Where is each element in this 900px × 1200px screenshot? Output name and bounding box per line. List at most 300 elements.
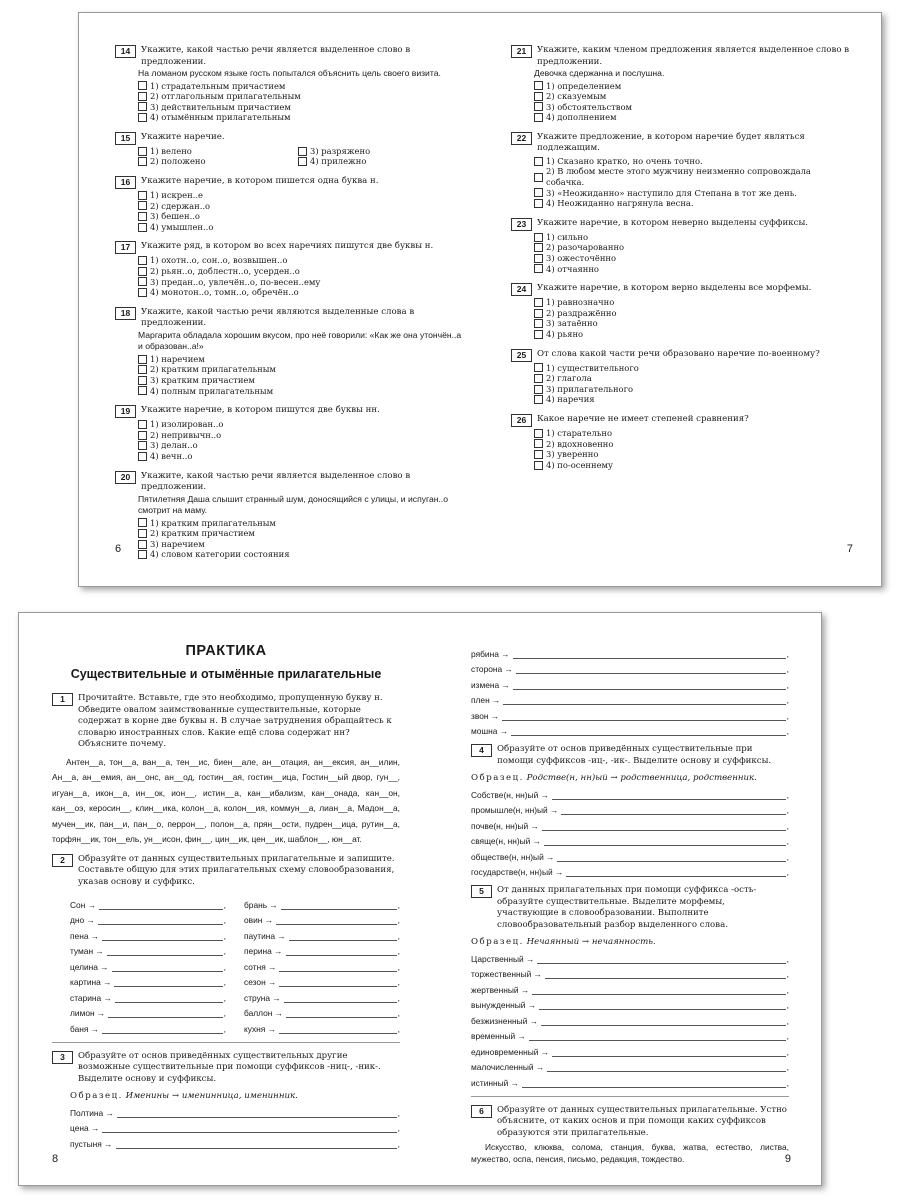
question-text: Укажите наречие, в котором пишется одна буква н. (141, 176, 379, 187)
answer-checkbox[interactable] (534, 330, 543, 339)
question-header (511, 218, 851, 231)
fill-in-word: дно → (70, 915, 95, 925)
answer-blank-line[interactable] (541, 1014, 786, 1026)
answer-option[interactable] (138, 277, 463, 288)
fill-in-line (471, 948, 789, 964)
answer-option[interactable] (138, 440, 463, 451)
question-header (115, 132, 463, 145)
answer-blank-line[interactable] (545, 967, 786, 979)
answer-option[interactable] (298, 146, 458, 157)
question-14 (115, 45, 463, 123)
answer-option-label: 2) глагола (546, 373, 592, 384)
page-9-column (471, 643, 789, 1165)
answer-checkbox[interactable] (138, 157, 147, 166)
answer-option-label: 3) разряжено (310, 145, 371, 156)
answer-checkbox[interactable] (534, 429, 543, 438)
answer-option[interactable] (534, 297, 851, 308)
answer-checkbox[interactable] (534, 395, 543, 404)
question-number: 25 (511, 349, 532, 362)
answer-option[interactable] (534, 232, 851, 243)
fill-in-word: кухня → (244, 1023, 276, 1034)
answer-options (534, 297, 851, 339)
answer-blank-line[interactable] (108, 1006, 222, 1018)
answer-blank-line[interactable] (552, 1045, 786, 1057)
exercise-number: 2 (52, 854, 73, 867)
fill-in-line (244, 894, 400, 910)
answer-checkbox[interactable] (534, 374, 543, 383)
answer-checkbox[interactable] (138, 518, 147, 527)
line-end: , (397, 1138, 400, 1149)
answer-blank-line[interactable] (117, 1106, 397, 1118)
question-number: 23 (511, 218, 532, 231)
fill-in-word: промышле(н, нн)ый → (471, 805, 559, 815)
question-header (115, 405, 463, 418)
fill-in-line (70, 1018, 226, 1034)
line-end: , (786, 1077, 789, 1088)
line-end: , (786, 851, 789, 862)
answer-option[interactable] (534, 460, 851, 471)
answer-option[interactable] (298, 156, 458, 167)
answer-blank-line[interactable] (552, 788, 786, 800)
answer-checkbox[interactable] (534, 385, 543, 394)
answer-option[interactable] (138, 549, 463, 560)
fill-in-line (70, 1133, 400, 1149)
answer-option-label: 4) словом категории состояния (150, 549, 290, 560)
answer-checkbox[interactable] (138, 212, 147, 221)
exercise-text: Образуйте от данных существительных прилагательные. Устно объясните, от каких основ и при помощи каких суффиксов образуются эти прилагательные. (497, 1104, 787, 1138)
exercise-2 (52, 854, 400, 1034)
fill-in-word: безжизненный → (471, 1015, 539, 1026)
answer-option-label: 2) разочарованно (546, 242, 625, 253)
answer-blank-line[interactable] (529, 1029, 786, 1041)
line-end: , (223, 992, 226, 1003)
answer-checkbox[interactable] (138, 452, 147, 461)
answer-option-label: 4) рьяно (546, 329, 584, 339)
answer-checkbox[interactable] (138, 529, 147, 538)
line-end: , (786, 648, 789, 659)
fill-in-word: истинный → (471, 1077, 520, 1088)
answer-option[interactable] (138, 112, 463, 123)
answer-option-label: 3) прилагательного (546, 383, 634, 394)
answer-option[interactable] (138, 222, 463, 233)
answer-checkbox[interactable] (534, 243, 543, 252)
exercise-5 (471, 885, 789, 1088)
answer-blank-line[interactable] (276, 913, 397, 925)
answer-checkbox[interactable] (138, 267, 147, 276)
fill-in-line (70, 987, 226, 1003)
answer-checkbox[interactable] (534, 319, 543, 328)
exercise-text: Прочитайте. Вставьте, где это необходимо, пропущенную букву н. Обведите овалом заимствованные существительные, которые содержат в корне две буквы н. В случае затруднения обращайтесь к словарю иностранных слов. Какие ещё слова содержат нн? Объясните почему. (78, 693, 392, 749)
line-end: , (786, 664, 789, 674)
answer-option[interactable] (138, 211, 463, 222)
answer-option[interactable] (138, 364, 463, 375)
answer-option-label: 1) искрен..е (150, 190, 203, 201)
fill-in-line (244, 925, 400, 941)
answer-option[interactable] (534, 112, 851, 123)
line-end: , (223, 899, 226, 910)
sample-text: Родстве(н, нн)ый → родственница, родственник. (526, 773, 757, 783)
answer-option[interactable] (534, 363, 851, 374)
answer-checkbox[interactable] (534, 199, 543, 208)
answer-option[interactable] (138, 91, 463, 102)
fill-in-word: целина → (70, 961, 109, 972)
fill-in-line (70, 910, 226, 926)
exercise-words: Антен__а, тон__а, ван__а, тен__ис, биен__але, ан__отация, ан__ексия, ан__илин, Ан__а, ан__емия, ан__онс, ан__од, гостин__ая, гостин__ица, Гостин__ый двор, гун__, игуан__а, икон__а, ин__ок, ион__, истин__а, кан__ибализм, кан__онада, кан__он, кан__оэ, керосин__, клин__ика, колон__а, колон__ия, коммун__а, лиан__а, Мадон__а, мучен__ик, пан__и, пан__о, перрон__, полон__а, прян__ости, пудрен__ица, рутин__а, торфян__ик, тон__ель, ун__исон, фин__, цин__ик, цен__ик, шаблон__, юн__ат. (52, 756, 400, 844)
answer-blank-line[interactable] (114, 975, 222, 987)
answer-checkbox[interactable] (138, 386, 147, 395)
fill-in-line (471, 995, 789, 1011)
question-23 (511, 218, 851, 274)
answer-blank-line[interactable] (511, 724, 786, 736)
line-end: , (786, 984, 789, 995)
fill-in-line (70, 956, 226, 972)
fill-in-line (471, 846, 789, 862)
answer-checkbox[interactable] (298, 147, 307, 156)
answer-checkbox[interactable] (534, 188, 543, 197)
line-end: , (223, 946, 226, 956)
answer-checkbox[interactable] (534, 254, 543, 263)
question-text: Укажите ряд, в котором во всех наречиях пишутся две буквы н. (141, 241, 434, 252)
exercise-1 (52, 693, 400, 848)
answer-blank-line[interactable] (516, 662, 786, 674)
answer-checkbox[interactable] (138, 256, 147, 265)
line-end: , (397, 946, 400, 956)
answer-blank-line[interactable] (513, 647, 786, 659)
section-title: ПРАКТИКА (185, 643, 267, 659)
fill-in-line (471, 831, 789, 847)
answer-option-label: 4) умышлен..о (150, 221, 214, 232)
answer-options (534, 81, 851, 123)
answer-option-label: 2) сдержан..о (150, 200, 211, 211)
answer-option[interactable] (138, 451, 463, 462)
fill-in-word: перина → (244, 946, 283, 956)
answer-blank-line[interactable] (557, 850, 785, 862)
line-end: , (223, 930, 226, 941)
answer-blank-line[interactable] (98, 913, 223, 925)
answer-option-label: 3) предан..о, увлечён..о, по-весен..ему (150, 276, 321, 287)
line-end: , (786, 969, 789, 979)
answer-option[interactable] (534, 81, 851, 92)
answer-checkbox[interactable] (534, 173, 543, 182)
answer-options (534, 363, 851, 405)
answer-option-label: 2) сказуемым (546, 91, 607, 102)
question-26 (511, 414, 851, 470)
answer-option[interactable] (138, 81, 463, 92)
answer-option[interactable] (138, 518, 463, 529)
answer-option[interactable] (138, 266, 463, 277)
answer-checkbox[interactable] (138, 288, 147, 297)
answer-option-label: 1) наречием (150, 353, 205, 364)
answer-option[interactable] (534, 242, 851, 253)
page-number: 8 (52, 1153, 59, 1165)
question-17 (115, 241, 463, 297)
question-24 (511, 283, 851, 339)
question-number: 24 (511, 283, 532, 296)
answer-option-label: 3) уверенно (546, 449, 599, 460)
sample-label: Образец. (70, 1091, 123, 1101)
answer-option[interactable] (138, 539, 463, 550)
answer-options (138, 146, 463, 167)
question-text: Укажите наречие, в котором пишутся две буквы нн. (141, 405, 380, 416)
fill-in-line (244, 1003, 400, 1019)
answer-blank-line[interactable] (112, 960, 223, 972)
book-spread-top (78, 12, 882, 587)
answer-checkbox[interactable] (138, 355, 147, 364)
answer-blank-line[interactable] (544, 834, 786, 846)
answer-checkbox[interactable] (138, 365, 147, 374)
answer-option-label: 2) непривычн..о (150, 429, 222, 440)
answer-blank-line[interactable] (107, 944, 223, 956)
answer-blank-line[interactable] (547, 1060, 785, 1072)
exercise-4 (471, 744, 789, 877)
answer-checkbox[interactable] (138, 191, 147, 200)
answer-checkbox[interactable] (138, 277, 147, 286)
answer-option[interactable] (534, 188, 851, 199)
answer-option[interactable] (138, 156, 298, 167)
fill-in-line (471, 674, 789, 690)
question-number: 16 (115, 176, 136, 189)
question-21 (511, 45, 851, 123)
answer-checkbox[interactable] (534, 461, 543, 470)
fill-in-word: государстве(н, нн)ый → (471, 867, 564, 877)
answer-option-label: 4) монотон..о, томн..о, обречён..о (150, 287, 299, 298)
fill-in-line (70, 925, 226, 941)
answer-option-label: 2) раздражённо (546, 307, 617, 318)
answer-blank-line[interactable] (502, 709, 785, 721)
answer-option-label: 3) затаённо (546, 318, 598, 329)
answer-checkbox[interactable] (138, 431, 147, 440)
fill-in-word: лимон → (70, 1008, 106, 1018)
question-text: Укажите наречие. (141, 131, 225, 142)
answer-checkbox[interactable] (534, 363, 543, 372)
divider (471, 1096, 789, 1097)
answer-option-label: 3) бешен..о (150, 211, 200, 222)
fill-in-word: Собстве(н, нн)ый → (471, 789, 549, 800)
answer-option[interactable] (138, 255, 463, 266)
answer-blank-line[interactable] (503, 693, 785, 705)
answer-option-label: 4) полным прилагательным (150, 385, 274, 396)
answer-checkbox[interactable] (534, 309, 543, 318)
page-7-column (511, 45, 851, 479)
line-end: , (786, 1015, 789, 1026)
answer-option[interactable] (138, 287, 463, 298)
answer-blank-line[interactable] (116, 1137, 397, 1149)
answer-checkbox[interactable] (534, 113, 543, 122)
question-18 (115, 307, 463, 396)
answer-option[interactable] (534, 384, 851, 395)
answer-option-label: 1) Сказано кратко, но очень точно. (546, 155, 703, 166)
answer-blank-line[interactable] (102, 1121, 396, 1133)
answer-option[interactable] (534, 329, 851, 340)
line-end: , (223, 977, 226, 987)
fill-in-line (244, 987, 400, 1003)
fill-in-word: цена → (70, 1123, 100, 1133)
question-header (115, 176, 463, 189)
fill-in-line (244, 956, 400, 972)
question-text: Укажите наречие, в котором верно выделены все морфемы. (537, 283, 812, 294)
answer-option[interactable] (534, 166, 851, 187)
answer-blank-line[interactable] (286, 944, 397, 956)
answer-blank-line[interactable] (539, 998, 785, 1010)
answer-option[interactable] (534, 439, 851, 450)
answer-option-label: 3) ожесточённо (546, 253, 617, 264)
fill-in-line (471, 1041, 789, 1057)
fill-in-line (70, 894, 226, 910)
answer-checkbox[interactable] (534, 81, 543, 90)
answer-option-label: 1) определением (546, 80, 622, 91)
answer-option[interactable] (534, 156, 851, 167)
fill-in-word: сторона → (471, 664, 513, 674)
answer-option[interactable] (534, 428, 851, 439)
answer-blank-line[interactable] (102, 1022, 223, 1034)
question-header (115, 45, 463, 68)
answer-blank-line[interactable] (532, 983, 785, 995)
answer-checkbox[interactable] (138, 201, 147, 210)
answer-checkbox[interactable] (534, 92, 543, 101)
page-6-column (115, 45, 463, 569)
answer-blank-line[interactable] (115, 991, 223, 1003)
answer-option[interactable] (138, 354, 463, 365)
answer-option-label: 1) изолирован..о (150, 419, 224, 430)
question-header (115, 471, 463, 494)
question-19 (115, 405, 463, 461)
question-text: Какое наречие не имеет степеней сравнения? (537, 413, 749, 424)
answer-option[interactable] (534, 394, 851, 405)
line-end: , (397, 930, 400, 941)
answer-option-label: 3) обстоятельством (546, 101, 633, 112)
fill-in-line (471, 659, 789, 675)
answer-checkbox[interactable] (298, 157, 307, 166)
answer-checkbox[interactable] (534, 439, 543, 448)
answer-checkbox[interactable] (534, 102, 543, 111)
page-8-column (52, 643, 400, 1149)
fill-in-word: звон → (471, 710, 500, 721)
fill-in-word: измена → (471, 679, 510, 690)
answer-checkbox[interactable] (138, 81, 147, 90)
sample (471, 936, 789, 948)
line-end: , (786, 836, 789, 846)
answer-option-label: 2) кратким прилагательным (150, 364, 276, 375)
answer-option[interactable] (534, 91, 851, 102)
exercise-3 (52, 1051, 400, 1149)
answer-option[interactable] (138, 430, 463, 441)
answer-checkbox[interactable] (138, 223, 147, 232)
answer-checkbox[interactable] (138, 550, 147, 559)
answer-checkbox[interactable] (534, 450, 543, 459)
answer-blank-line[interactable] (289, 929, 397, 941)
answer-blank-line[interactable] (542, 819, 786, 831)
answer-blank-line[interactable] (279, 960, 396, 972)
answer-option[interactable] (534, 318, 851, 329)
answer-option[interactable] (138, 419, 463, 430)
answer-blank-line[interactable] (566, 865, 785, 877)
answer-blank-line[interactable] (284, 991, 397, 1003)
answer-option[interactable] (138, 102, 463, 113)
answer-checkbox[interactable] (138, 92, 147, 101)
question-number: 15 (115, 132, 136, 145)
answer-blank-line[interactable] (279, 1022, 397, 1034)
answer-checkbox[interactable] (138, 420, 147, 429)
fill-in-word: баллон → (244, 1008, 284, 1018)
answer-checkbox[interactable] (138, 441, 147, 450)
fill-in-line (70, 972, 226, 988)
fill-in-word: овин → (244, 915, 274, 925)
answer-blank-line[interactable] (279, 975, 396, 987)
question-header (115, 307, 463, 330)
answer-checkbox[interactable] (534, 157, 543, 166)
answer-option[interactable] (138, 201, 463, 212)
answer-option-label: 4) прилежно (310, 156, 367, 167)
answer-options (534, 156, 851, 209)
answer-option[interactable] (534, 373, 851, 384)
answer-checkbox[interactable] (138, 113, 147, 122)
answer-option[interactable] (138, 146, 298, 157)
answer-blank-line[interactable] (561, 803, 785, 815)
answer-option[interactable] (534, 102, 851, 113)
answer-options (534, 232, 851, 274)
line-end: , (397, 977, 400, 987)
answer-checkbox[interactable] (534, 233, 543, 242)
fill-in-word: временный → (471, 1031, 526, 1041)
answer-checkbox[interactable] (138, 102, 147, 111)
answer-blank-line[interactable] (537, 952, 785, 964)
question-text: Укажите, какой частью речи является выделенное слово в предложении. (141, 470, 411, 493)
line-end: , (397, 1008, 400, 1018)
answer-option[interactable] (138, 190, 463, 201)
line-end: , (397, 1023, 400, 1034)
answer-checkbox[interactable] (534, 298, 543, 307)
line-end: , (786, 1046, 789, 1057)
answer-option[interactable] (138, 528, 463, 539)
answer-option[interactable] (534, 308, 851, 319)
answer-option[interactable] (138, 375, 463, 386)
line-end: , (397, 1123, 400, 1133)
answer-blank-line[interactable] (513, 678, 786, 690)
answer-option-label: 1) сильно (546, 231, 589, 242)
answer-checkbox[interactable] (138, 376, 147, 385)
exercise-number: 1 (52, 693, 73, 706)
answer-blank-line[interactable] (99, 898, 223, 910)
answer-option-label: 1) страдательным причастием (150, 80, 286, 91)
answer-blank-line[interactable] (281, 898, 397, 910)
answer-option[interactable] (534, 264, 851, 275)
question-header (511, 349, 851, 362)
question-25 (511, 349, 851, 405)
fill-in-line (471, 800, 789, 816)
answer-option-label: 3) наречием (150, 538, 205, 549)
answer-blank-line[interactable] (102, 929, 222, 941)
answer-option[interactable] (138, 386, 463, 397)
answer-option[interactable] (534, 449, 851, 460)
line-end: , (786, 1031, 789, 1041)
answer-option[interactable] (534, 253, 851, 264)
sample-label: Образец. (471, 937, 524, 947)
answer-checkbox[interactable] (534, 264, 543, 273)
fill-in-word: пена → (70, 930, 100, 941)
fill-in-line (471, 862, 789, 878)
answer-blank-line[interactable] (522, 1076, 786, 1088)
fill-in-word: старина → (70, 992, 112, 1003)
question-text: Укажите наречие, в котором неверно выделены суффиксы. (537, 217, 809, 228)
answer-option[interactable] (534, 198, 851, 209)
question-number: 21 (511, 45, 532, 58)
answer-checkbox[interactable] (138, 540, 147, 549)
answer-blank-line[interactable] (286, 1006, 397, 1018)
exercise-text: Образуйте от данных существительных прилагательные и запишите. Составьте общую для этих прилагательных схему словообразования, указав основу и суффикс. (78, 853, 395, 887)
fill-in-line (471, 815, 789, 831)
answer-checkbox[interactable] (138, 147, 147, 156)
answer-option-label: 2) рьян..о, доблестн..о, усерден..о (150, 266, 300, 277)
